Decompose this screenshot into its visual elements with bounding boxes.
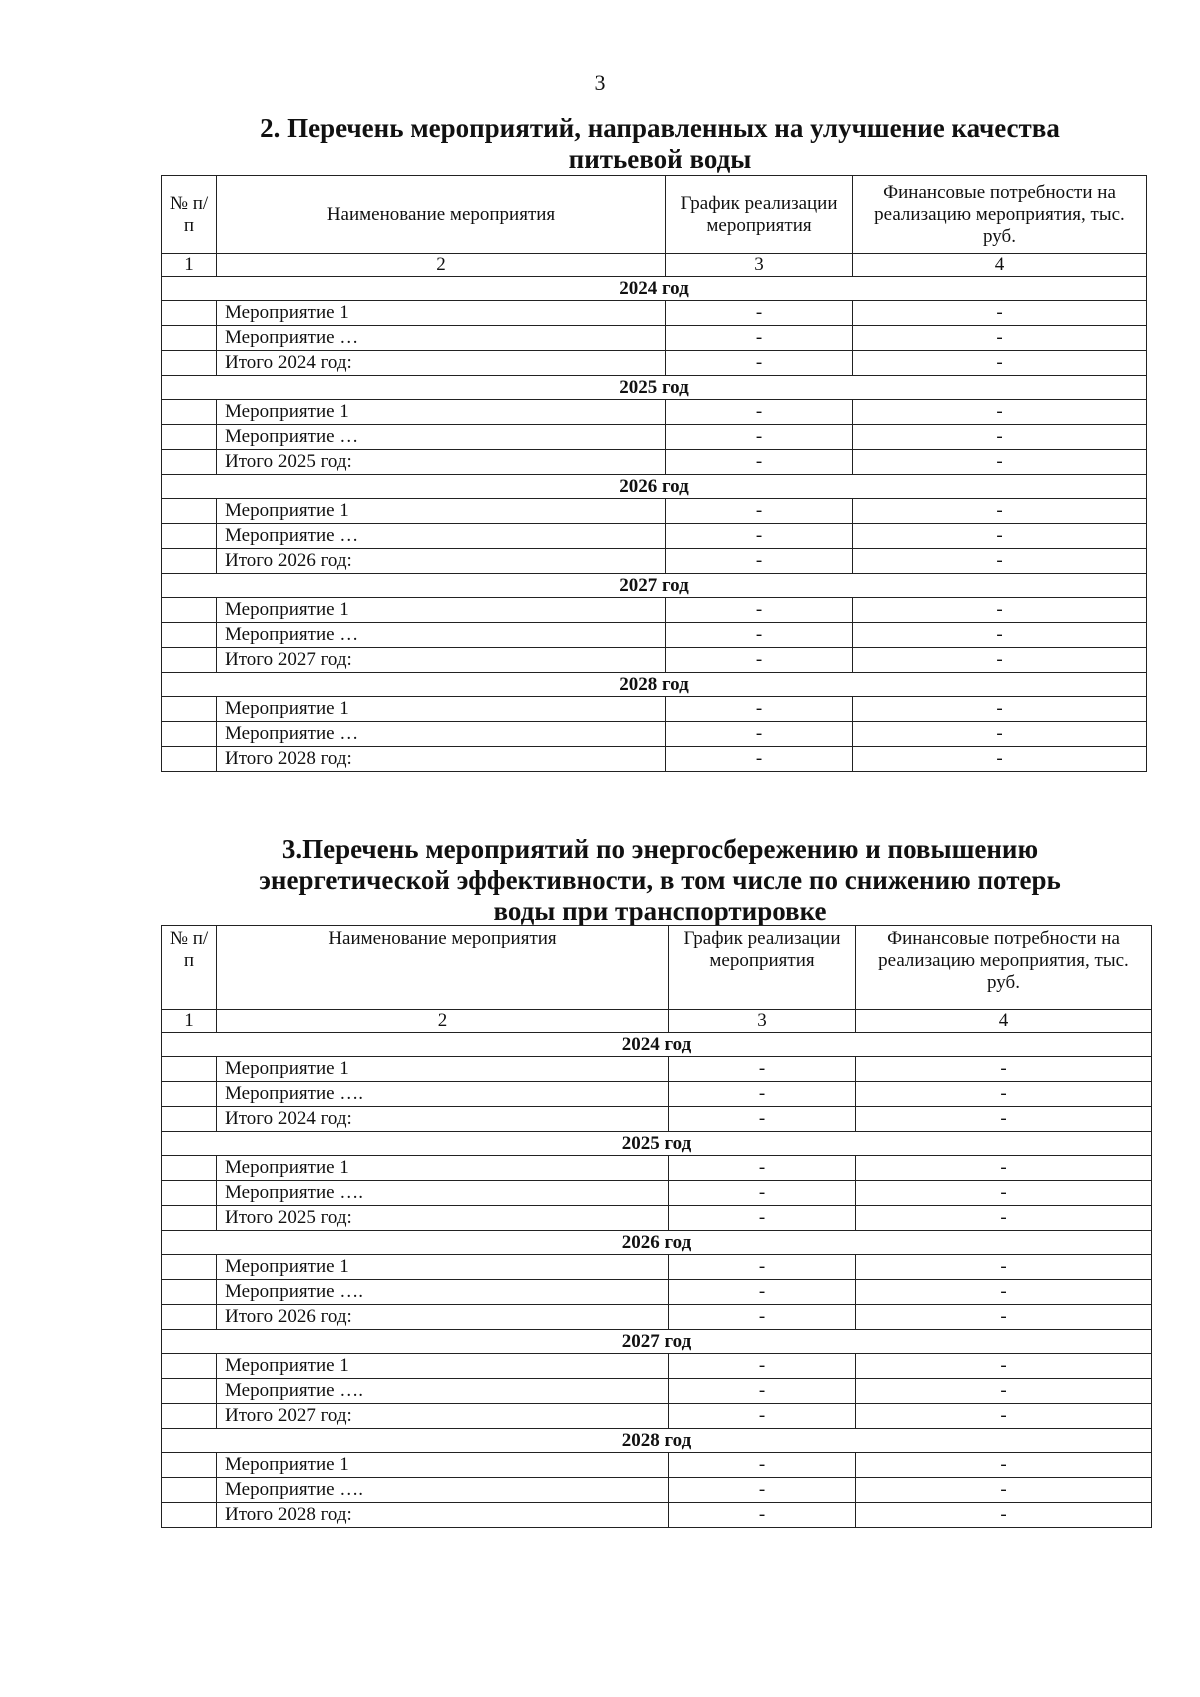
finance-value: - xyxy=(853,648,1147,673)
schedule-value: - xyxy=(666,747,853,772)
schedule-value: - xyxy=(669,1404,856,1429)
year-label: 2028 год xyxy=(162,1429,1152,1453)
year-label: 2026 год xyxy=(162,1231,1152,1255)
schedule-value: - xyxy=(669,1379,856,1404)
row-number-cell xyxy=(162,1255,217,1280)
schedule-value: - xyxy=(669,1206,856,1231)
row-number-cell xyxy=(162,1478,217,1503)
measure-name: Мероприятие 1 xyxy=(217,1156,669,1181)
finance-value: - xyxy=(856,1206,1152,1231)
measure-name: Мероприятие …. xyxy=(217,1181,669,1206)
row-number-cell xyxy=(162,1057,217,1082)
year-row xyxy=(162,574,1147,598)
table-row xyxy=(162,524,1147,549)
section-title-line: энергетической эффективности, в том числе по снижению потерь xyxy=(259,865,1061,895)
finance-value: - xyxy=(856,1057,1152,1082)
measure-name: Мероприятие … xyxy=(217,326,666,351)
schedule-value: - xyxy=(666,524,853,549)
schedule-value: - xyxy=(669,1181,856,1206)
schedule-value: - xyxy=(666,648,853,673)
header-finance: Финансовые потребности на реализацию мероприятия, тыс. руб. xyxy=(856,926,1152,1010)
table-row xyxy=(162,623,1147,648)
header-schedule: График реализации мероприятия xyxy=(666,176,853,254)
row-number-cell xyxy=(162,1156,217,1181)
row-number-cell xyxy=(162,1305,217,1330)
schedule-value: - xyxy=(669,1255,856,1280)
table-row xyxy=(162,351,1147,376)
row-number-cell xyxy=(162,351,217,376)
schedule-value: - xyxy=(669,1478,856,1503)
row-number-cell xyxy=(162,697,217,722)
row-number-cell xyxy=(162,1107,217,1132)
finance-value: - xyxy=(853,722,1147,747)
finance-value: - xyxy=(853,351,1147,376)
year-row xyxy=(162,1033,1152,1057)
finance-value: - xyxy=(856,1181,1152,1206)
table-row xyxy=(162,1206,1152,1231)
measure-name: Мероприятие 1 xyxy=(217,697,666,722)
schedule-value: - xyxy=(666,326,853,351)
year-row xyxy=(162,277,1147,301)
finance-value: - xyxy=(853,301,1147,326)
table-row xyxy=(162,1156,1152,1181)
table-row xyxy=(162,1057,1152,1082)
section-title-line: 2. Перечень мероприятий, направленных на улучшение качества xyxy=(260,113,1060,143)
measure-name: Мероприятие 1 xyxy=(217,1057,669,1082)
finance-value: - xyxy=(853,623,1147,648)
row-number-cell xyxy=(162,301,217,326)
section-title-water-quality xyxy=(160,113,1160,175)
year-label: 2024 год xyxy=(162,277,1147,301)
header-number: № п/п xyxy=(162,926,217,1010)
row-number-cell xyxy=(162,598,217,623)
year-label: 2026 год xyxy=(162,475,1147,499)
measure-name: Мероприятие … xyxy=(217,623,666,648)
table-row xyxy=(162,1280,1152,1305)
row-number-cell xyxy=(162,623,217,648)
header-name: Наименование мероприятия xyxy=(217,176,666,254)
schedule-value: - xyxy=(666,499,853,524)
col-number-1: 1 xyxy=(162,254,217,277)
table-row xyxy=(162,1082,1152,1107)
year-row xyxy=(162,475,1147,499)
table-row xyxy=(162,722,1147,747)
col-number-4: 4 xyxy=(856,1010,1152,1033)
measure-name: Мероприятие 1 xyxy=(217,598,666,623)
year-row xyxy=(162,1429,1152,1453)
row-number-cell xyxy=(162,1206,217,1231)
finance-value: - xyxy=(853,697,1147,722)
row-number-cell xyxy=(162,1453,217,1478)
schedule-value: - xyxy=(666,697,853,722)
year-label: 2028 год xyxy=(162,673,1147,697)
table-row xyxy=(162,1181,1152,1206)
measure-name: Мероприятие … xyxy=(217,425,666,450)
measure-name: Мероприятие …. xyxy=(217,1280,669,1305)
measure-name: Мероприятие … xyxy=(217,524,666,549)
year-row xyxy=(162,1231,1152,1255)
row-number-cell xyxy=(162,524,217,549)
row-number-cell xyxy=(162,499,217,524)
table-row xyxy=(162,1404,1152,1429)
table-row xyxy=(162,747,1147,772)
measure-name: Мероприятие 1 xyxy=(217,1453,669,1478)
schedule-value: - xyxy=(666,301,853,326)
schedule-value: - xyxy=(666,623,853,648)
row-number-cell xyxy=(162,549,217,574)
table-row xyxy=(162,1354,1152,1379)
schedule-value: - xyxy=(669,1280,856,1305)
row-number-cell xyxy=(162,400,217,425)
schedule-value: - xyxy=(669,1156,856,1181)
measure-name: Мероприятие …. xyxy=(217,1379,669,1404)
finance-value: - xyxy=(856,1379,1152,1404)
finance-value: - xyxy=(853,747,1147,772)
col-number-1: 1 xyxy=(162,1010,217,1033)
finance-value: - xyxy=(856,1404,1152,1429)
schedule-value: - xyxy=(669,1107,856,1132)
measure-name: Мероприятие …. xyxy=(217,1082,669,1107)
col-number-3: 3 xyxy=(669,1010,856,1033)
row-number-cell xyxy=(162,722,217,747)
total-label: Итого 2027 год: xyxy=(217,648,666,673)
measures-table-energy-saving xyxy=(161,925,1152,1528)
section-title-line: 3.Перечень мероприятий по энергосбережению и повышению xyxy=(281,834,1039,864)
row-number-cell xyxy=(162,648,217,673)
row-number-cell xyxy=(162,1404,217,1429)
year-label: 2025 год xyxy=(162,376,1147,400)
year-label: 2025 год xyxy=(162,1132,1152,1156)
col-number-3: 3 xyxy=(666,254,853,277)
measure-name: Мероприятие …. xyxy=(217,1478,669,1503)
measure-name: Мероприятие … xyxy=(217,722,666,747)
total-label: Итого 2028 год: xyxy=(217,1503,669,1528)
finance-value: - xyxy=(856,1082,1152,1107)
year-row xyxy=(162,376,1147,400)
year-label: 2027 год xyxy=(162,574,1147,598)
schedule-value: - xyxy=(666,400,853,425)
col-number-2: 2 xyxy=(217,254,666,277)
row-number-cell xyxy=(162,1354,217,1379)
row-number-cell xyxy=(162,1379,217,1404)
schedule-value: - xyxy=(666,722,853,747)
header-finance: Финансовые потребности на реализацию мероприятия, тыс. руб. xyxy=(853,176,1147,254)
table-row xyxy=(162,697,1147,722)
table-row xyxy=(162,1503,1152,1528)
section-title-energy-saving xyxy=(160,834,1160,927)
finance-value: - xyxy=(856,1280,1152,1305)
row-number-cell xyxy=(162,747,217,772)
year-row xyxy=(162,1330,1152,1354)
finance-value: - xyxy=(853,549,1147,574)
finance-value: - xyxy=(853,400,1147,425)
finance-value: - xyxy=(856,1156,1152,1181)
finance-value: - xyxy=(856,1503,1152,1528)
finance-value: - xyxy=(853,326,1147,351)
total-label: Итого 2027 год: xyxy=(217,1404,669,1429)
year-row xyxy=(162,1132,1152,1156)
schedule-value: - xyxy=(669,1503,856,1528)
year-label: 2024 год xyxy=(162,1033,1152,1057)
measure-name: Мероприятие 1 xyxy=(217,499,666,524)
schedule-value: - xyxy=(669,1082,856,1107)
total-label: Итого 2026 год: xyxy=(217,1305,669,1330)
total-label: Итого 2028 год: xyxy=(217,747,666,772)
row-number-cell xyxy=(162,1181,217,1206)
finance-value: - xyxy=(853,524,1147,549)
schedule-value: - xyxy=(669,1354,856,1379)
table-row xyxy=(162,400,1147,425)
row-number-cell xyxy=(162,1280,217,1305)
schedule-value: - xyxy=(666,450,853,475)
table-row xyxy=(162,499,1147,524)
total-label: Итого 2026 год: xyxy=(217,549,666,574)
year-row xyxy=(162,673,1147,697)
finance-value: - xyxy=(856,1453,1152,1478)
table-row xyxy=(162,1379,1152,1404)
table-row xyxy=(162,549,1147,574)
table-row xyxy=(162,1107,1152,1132)
schedule-value: - xyxy=(669,1305,856,1330)
measure-name: Мероприятие 1 xyxy=(217,301,666,326)
total-label: Итого 2024 год: xyxy=(217,351,666,376)
finance-value: - xyxy=(856,1107,1152,1132)
measure-name: Мероприятие 1 xyxy=(217,1354,669,1379)
finance-value: - xyxy=(856,1478,1152,1503)
finance-value: - xyxy=(853,450,1147,475)
row-number-cell xyxy=(162,450,217,475)
finance-value: - xyxy=(856,1305,1152,1330)
year-label: 2027 год xyxy=(162,1330,1152,1354)
table-row xyxy=(162,648,1147,673)
col-number-2: 2 xyxy=(217,1010,669,1033)
header-schedule: График реализации мероприятия xyxy=(669,926,856,1010)
schedule-value: - xyxy=(666,425,853,450)
header-name: Наименование мероприятия xyxy=(217,926,669,1010)
total-label: Итого 2025 год: xyxy=(217,1206,669,1231)
finance-value: - xyxy=(853,499,1147,524)
schedule-value: - xyxy=(669,1453,856,1478)
measure-name: Мероприятие 1 xyxy=(217,1255,669,1280)
section-title-line: воды при транспортировке xyxy=(493,896,827,926)
schedule-value: - xyxy=(669,1057,856,1082)
schedule-value: - xyxy=(666,549,853,574)
measure-name: Мероприятие 1 xyxy=(217,400,666,425)
finance-value: - xyxy=(856,1354,1152,1379)
table-row xyxy=(162,450,1147,475)
finance-value: - xyxy=(856,1255,1152,1280)
header-number: № п/п xyxy=(162,176,217,254)
section-title-line: питьевой воды xyxy=(568,144,752,174)
table-row xyxy=(162,1453,1152,1478)
table-row xyxy=(162,301,1147,326)
row-number-cell xyxy=(162,1503,217,1528)
row-number-cell xyxy=(162,326,217,351)
table-row xyxy=(162,326,1147,351)
table-row xyxy=(162,425,1147,450)
col-number-4: 4 xyxy=(853,254,1147,277)
finance-value: - xyxy=(853,425,1147,450)
schedule-value: - xyxy=(666,351,853,376)
table-row xyxy=(162,1255,1152,1280)
total-label: Итого 2024 год: xyxy=(217,1107,669,1132)
schedule-value: - xyxy=(666,598,853,623)
measures-table-water-quality xyxy=(161,175,1147,772)
table-row xyxy=(162,598,1147,623)
row-number-cell xyxy=(162,1082,217,1107)
table-row xyxy=(162,1478,1152,1503)
row-number-cell xyxy=(162,425,217,450)
total-label: Итого 2025 год: xyxy=(217,450,666,475)
page-number: 3 xyxy=(594,70,606,95)
table-row xyxy=(162,1305,1152,1330)
finance-value: - xyxy=(853,598,1147,623)
